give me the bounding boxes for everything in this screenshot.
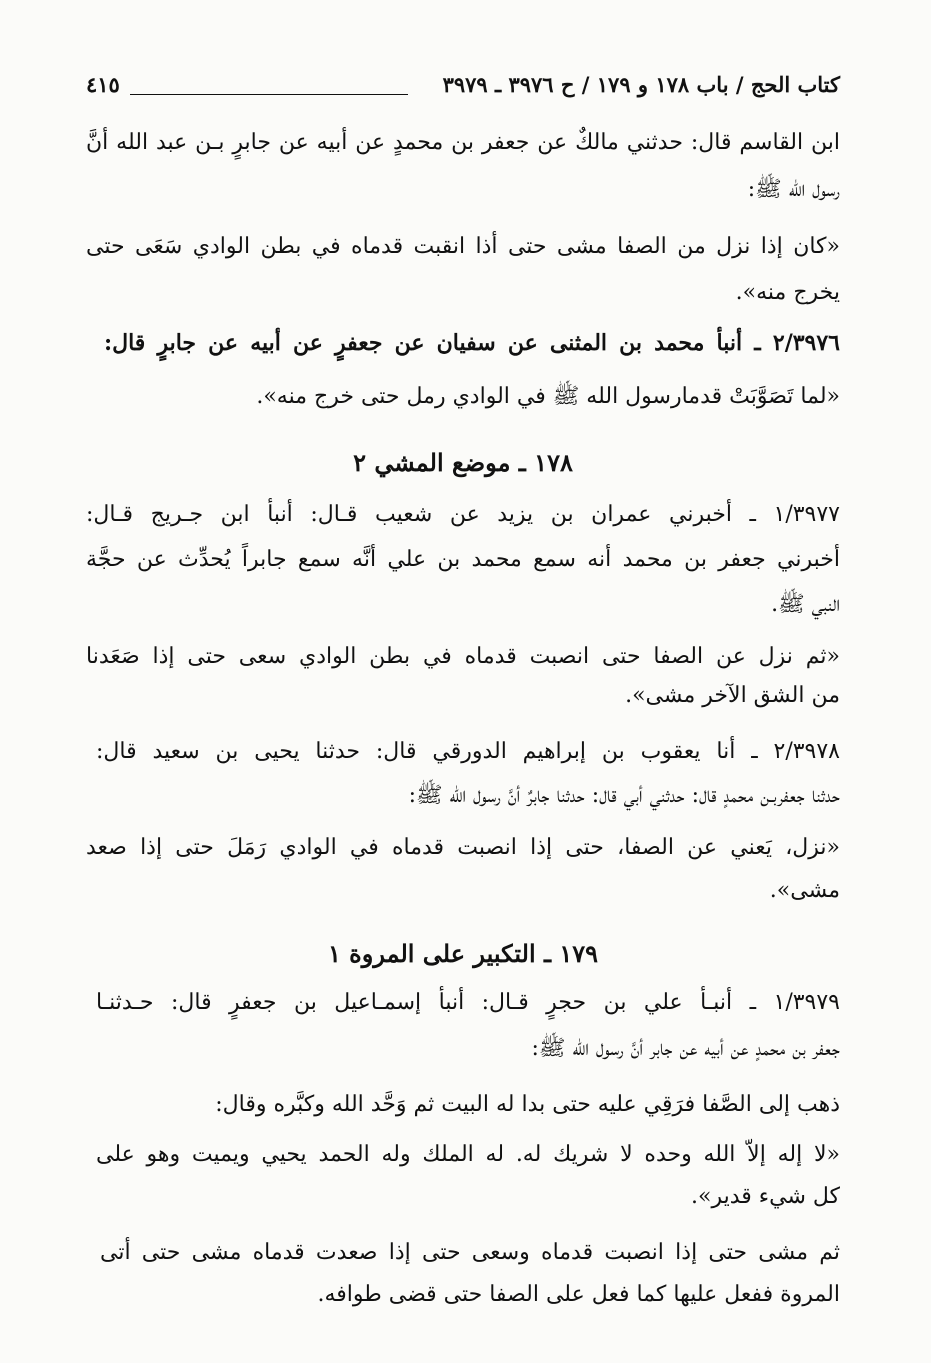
quote-line: «كان إذا نزل من الصفا مشى حتى أذا انقبت قدماه في بطن الوادي سَعَى حتى <box>86 234 840 259</box>
running-title: كتاب الحج / باب ١٧٨ و ١٧٩ / ح ٣٩٧٦ ـ ٣٩٧٩ <box>442 72 840 97</box>
page-number: ٤١٥ <box>86 72 120 97</box>
text-line: ذهب إلى الصَّفا فرَقِي عليه حتى بدا له البيت ثم وَحَّد الله وكبَّره وقال: <box>215 1092 840 1117</box>
quote-line: من الشق الآخر مشى». <box>625 683 840 708</box>
quote-line: «ثم نزل عن الصفا حتى انصبت قدماه في بطن الوادي سعى حتى إذا صَعَدنا <box>86 644 840 669</box>
hadith-line: ١/٣٩٧٩ ـ أنبـأ علي بن حجرٍ قـال: أنبأ إسمـاعيل بن جعفرٍ قال: حـدثنـا <box>96 990 840 1015</box>
header-rule <box>130 94 408 95</box>
quote-line: يخرج منه». <box>735 280 840 305</box>
hadith-line: ٢/٣٩٧٦ ـ أنبأ محمد بن المثنى عن سفيان عن جعفرٍ عن أبيه عن جابرٍ قال: <box>104 330 840 356</box>
text-line: ابن القاسم قال: حدثني مالكٌ عن جعفر بن محمدٍ عن أبيه عن جابرٍ بـن عبد الله أنَّ <box>86 130 840 155</box>
hadith-line: ١/٣٩٧٧ ـ أخبرني عمران بن يزيد عن شعيب قـال: أنبأ ابن جـريج قـال: <box>86 502 840 527</box>
text-line: رسول الله ﷺ: <box>747 177 840 202</box>
page-header <box>86 72 840 112</box>
quote-line: كل شيء قدير». <box>690 1184 840 1209</box>
text-line: ثم مشى حتى إذا انصبت قدماه وسعى حتى إذا صعدت قدماه مشى حتى أتى <box>100 1240 840 1265</box>
hadith-line: ٢/٣٩٧٨ ـ أنا يعقوب بن إبراهيم الدورقي قال: حدثنا يحيى بن سعيد قال: <box>96 739 840 764</box>
text-line: أخبرني جعفر بن محمد أنه سمع محمد بن علي أنَّه سمع جابراً يُحدِّث عن حجَّة <box>86 547 840 572</box>
section-heading: ١٧٨ ـ موضع المشي ٢ <box>353 448 573 477</box>
text-line: المروة ففعل عليها كما فعل على الصفا حتى قضى طوافه. <box>317 1282 840 1307</box>
quote-line: «لا إله إلاّ الله وحده لا شريك له. له الملك وله الحمد يحيي ويميت وهو على <box>96 1142 840 1167</box>
text-line: حدثنا جعفربـن محمدٍ قال: حدثني أبي قال: حدثنا جابرٌ أنَّ رسول الله ﷺ: <box>408 783 840 808</box>
text-line: النبي ﷺ. <box>771 592 840 617</box>
quote-line: «لما تَصَوَّبَتْ قدمارسول الله ﷺ في الوادي رمل حتى خرج منه». <box>256 384 840 409</box>
section-heading: ١٧٩ ـ التكبير على المروة ١ <box>327 939 599 968</box>
quote-line: مشى». <box>769 878 840 903</box>
text-line: جعفر بن محمدٍ عن أبيه عن جابر أنَّ رسول الله ﷺ: <box>531 1036 840 1061</box>
quote-line: «نزل، يَعني عن الصفا، حتى إذا انصبت قدماه في الوادي رَمَلَ حتى إذا صعد <box>86 835 840 860</box>
